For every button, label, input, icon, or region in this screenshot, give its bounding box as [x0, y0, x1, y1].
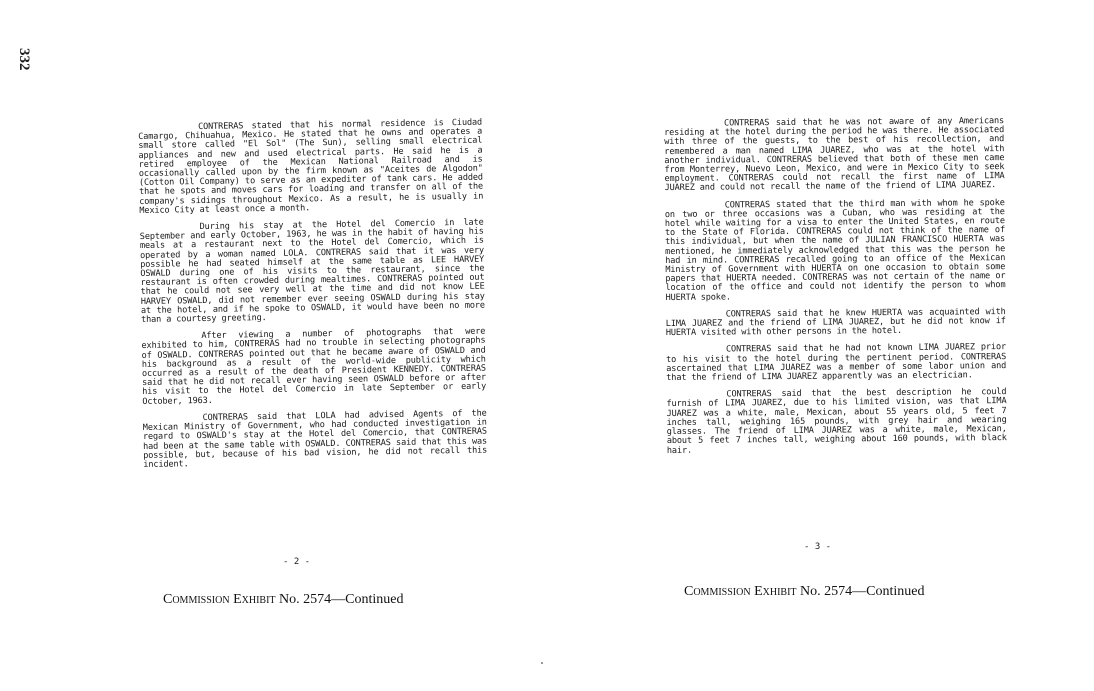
left-caption-suffix: No. 2574—Continued: [279, 592, 404, 607]
right-paragraph: CONTRERAS said that he was not aware of any Americans residing at the hotel during the period he was there. He associated with three of the guests, to the best of his recollection, and remembered a man named LIMA JUAREZ, who was at the hotel with another individual. CONTRERAS believed that both of these men came from Monterrey, Nuevo Leon, Mexico, and were in Mexico City to seek employment. CONTRERAS could not recall the first name of LIMA JUAREZ and could not recall the name of the friend of LIMA JUAREZ.: [664, 116, 1005, 194]
right-page-body: [664, 117, 1007, 464]
scan-speck: [541, 662, 543, 664]
right-paragraph: CONTRERAS stated that the third man with whom he spoke on two or three occasions was a Cuban, who was residing at the hotel while waiting for a visa to enter the United States, en route to the State of Florida. CONTRERAS could not think of the name of this individual, but when the name of JULIAN FRANCISCO HUERTA was mentioned, he immediately acknowledged that this was the person he had in mind. CONTRERAS recalled going to an office of the Mexican Ministry of Government with HUERTA on one occasion to obtain some papers that HUERTA needed. CONTRERAS was not certain of the name or location of the office and could not identify the person to whom HUERTA spoke.: [664, 197, 1006, 303]
left-exhibit-caption: [163, 592, 403, 608]
right-paragraph: CONTRERAS said that the best description he could furnish of LIMA JUAREZ, due to his limited vision, was that LIMA JUAREZ was a white, male, Mexican, about 55 years old, 5 feet 7 inches tall, weighing 165 pounds, with grey hair and wearing glasses. The friend of LIMA JUAREZ was a white, male, Mexican, about 5 feet 7 inches tall, weighing about 160 pounds, with black hair.: [666, 387, 1007, 456]
left-paragraph: CONTRERAS stated that his normal residence is Ciudad Camargo, Chihuahua, Mexico. He stated that he owns and operates a small store called "El Sol" (The Sun), selling small electrical appliances and new and used electrical parts. He said he is a retired employee of the Mexican National Railroad and is occasionally called upon by the firm known as "Aceites de Algodon" (Cotton Oil Company) to serve as an expediter of tank cars. He added that he spots and moves cars for loading and transfer on all of the company's sidings throughout Mexico. As a result, he is usually in Mexico City at least once a month.: [138, 117, 484, 216]
right-paragraph: CONTRERAS said that he knew HUERTA was acquainted with LIMA JUAREZ and the friend of LIMA JUAREZ, but he did not know if HUERTA visited with other persons in the hotel.: [665, 306, 1006, 339]
left-paragraph: CONTRERAS said that LOLA had advised Agents of the Mexican Ministry of Government, who had conducted investigation in regard to OSWALD's stay at the Hotel del Comercio, that CONTRERAS had been at the same table with OSWALD. CONTRERAS said that this was possible, but, because of his bad vision, he did not recall this incident.: [142, 408, 488, 470]
left-page-number: - 2 -: [283, 557, 311, 567]
right-caption-prefix: Commission Exhibit: [684, 584, 797, 599]
left-paragraph: After viewing a number of photographs that were exhibited to him, CONTRERAS had no trouble in selecting photographs of OSWALD. CONTRERAS pointed out that he became aware of OSWALD and his background as a result of the world-wide publicity which occurred as a result of the death of President KENNEDY. CONTRERAS said that he did not recall ever having seen OSWALD before or after his visit to the Hotel del Comercio in late September or early October, 1963.: [141, 326, 487, 407]
left-page-body: [138, 119, 488, 478]
side-page-number: 332: [16, 48, 32, 71]
right-caption-suffix: No. 2574—Continued: [800, 584, 925, 599]
right-exhibit-caption: [684, 584, 924, 600]
left-paragraph: During his stay at the Hotel del Comercio in late September and early October, 1963, he was in the habit of having his meals at a restaurant next to the Hotel del Comercio, which is operated by a woman named LOLA. CONTRERAS said that it was very possible he had seated himself at the same table as LEE HARVEY OSWALD during one of his visits to the restaurant, since the restaurant is often crowded during mealtimes. CONTRERAS pointed out that he could not see very well at the time and did not know LEE HARVEY OSWALD, did not remember ever seeing OSWALD during his stay at the hotel, and if he spoke to OSWALD, it would have been no more than a courtesy greeting.: [139, 217, 485, 326]
right-page-number: - 3 -: [804, 542, 832, 552]
right-paragraph: CONTRERAS said that he had not known LIMA JUAREZ prior to his visit to the hotel during the pertinent period. CONTRERAS ascertained that LIMA JUAREZ was a member of some labor union and that the friend of LIMA JUAREZ apparently was an electrician.: [666, 342, 1007, 384]
left-caption-prefix: Commission Exhibit: [163, 592, 276, 607]
